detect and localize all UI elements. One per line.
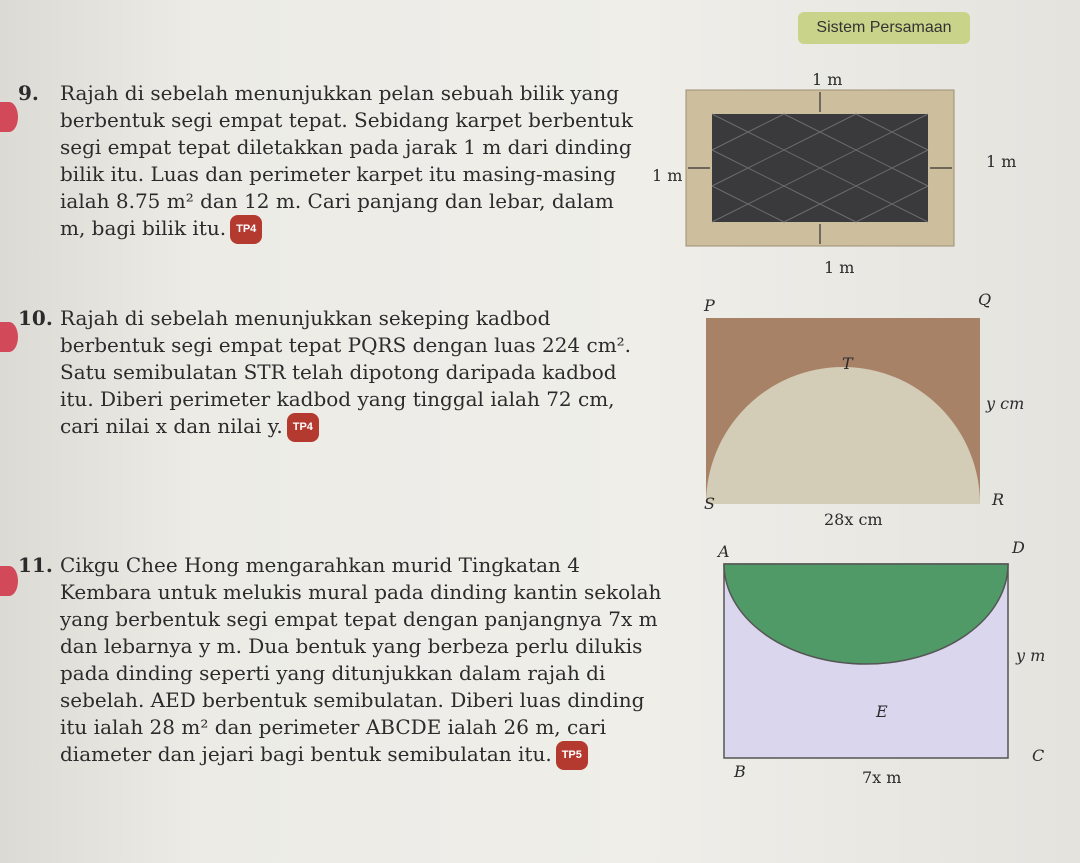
dimension-label: 7x m [862,768,902,787]
margin-marker [0,566,18,596]
vertex-label: E [876,702,888,721]
dimension-label: 28x cm [824,510,883,529]
question-line: berbentuk segi empat tepat. Sebidang karpet berbentuk [60,108,633,132]
question-line: Cikgu Chee Hong mengarahkan murid Tingkatan 4 [60,553,580,577]
vertex-label: T [842,354,853,373]
question-line: ialah 8.75 m² dan 12 m. Cari panjang dan lebar, dalam [60,189,614,213]
question-number: 9. [18,81,39,105]
vertex-label: D [1012,538,1025,557]
vertex-label: B [734,762,746,781]
cardboard-figure [696,312,986,512]
question-number: 10. [18,306,53,330]
dimension-label: 1 m [652,166,683,185]
vertex-label: A [718,542,730,561]
question-line: Rajah di sebelah menunjukkan sekeping kadbod [60,306,551,330]
question-line: berbentuk segi empat tepat PQRS dengan luas 224 cm². [60,333,632,357]
question-line: pada dinding seperti yang ditunjukkan dalam rajah di [60,661,606,685]
chapter-title: Sistem Persamaan [798,12,970,44]
question-line: sebelah. AED berbentuk semibulatan. Diberi luas dinding [60,688,645,712]
question-9 [18,80,633,244]
room-carpet-figure [672,80,972,280]
tp-badge: TP4 [287,413,319,442]
question-line: Satu semibulatan STR telah dipotong daripada kadbod [60,360,617,384]
question-line: yang berbentuk segi empat tepat dengan panjangnya 7x m [60,607,658,631]
question-line: itu. Diberi perimeter kadbod yang tinggal ialah 72 cm, [60,387,615,411]
question-11 [18,552,662,770]
question-line: segi empat tepat diletakkan pada jarak 1 m dari dinding [60,135,632,159]
question-line: itu ialah 28 m² dan perimeter ABCDE ialah 26 m, cari [60,715,607,739]
question-number: 11. [18,553,53,577]
mural-figure [716,560,1016,770]
dimension-label: 1 m [824,258,855,277]
question-line: m, bagi bilik itu. [60,216,227,240]
question-line: diameter dan jejari bagi bentuk semibulatan itu. [60,742,552,766]
dimension-label: 1 m [812,70,843,89]
question-line: Kembara untuk melukis mural pada dinding kantin sekolah [60,580,662,604]
question-line: dan lebarnya y m. Dua bentuk yang berbeza perlu dilukis [60,634,643,658]
question-line: bilik itu. Luas dan perimeter karpet itu masing-masing [60,162,616,186]
question-line: cari nilai x dan nilai y. [60,414,283,438]
vertex-label: C [1032,746,1045,765]
question-line: Rajah di sebelah menunjukkan pelan sebuah bilik yang [60,81,620,105]
tp-badge: TP4 [230,215,262,244]
dimension-label: y cm [986,394,1025,413]
margin-marker [0,322,18,352]
dimension-label: 1 m [986,152,1017,171]
tp-badge: TP5 [556,741,588,770]
vertex-label: S [704,494,715,513]
margin-marker [0,102,18,132]
vertex-label: Q [978,290,992,309]
vertex-label: P [704,296,715,315]
question-10 [18,305,632,442]
dimension-label: y m [1016,646,1046,665]
vertex-label: R [992,490,1005,509]
